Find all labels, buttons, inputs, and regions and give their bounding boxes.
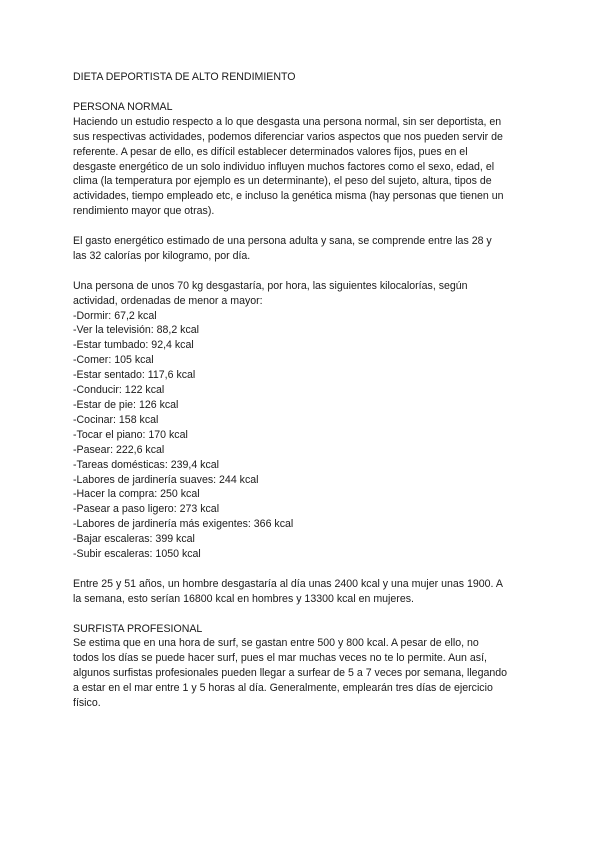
text-line: Entre 25 y 51 años, un hombre desgastaría al día unas 2400 kcal y una mujer unas 1900. A <box>73 577 503 590</box>
list-item: -Pasear a paso ligero: 273 kcal <box>73 503 220 516</box>
section-heading-persona-normal: PERSONA NORMAL <box>73 100 173 113</box>
list-item: -Tocar el piano: 170 kcal <box>73 428 188 441</box>
paragraph-daily-expenditure <box>73 577 529 607</box>
text-line: algunos surfistas profesionales pueden llegar a surfear de 5 a 7 veces por semana, llegando <box>73 667 508 680</box>
document-page <box>73 70 529 711</box>
text-line: la semana, esto serían 16800 kcal en hombres y 13300 kcal en mujeres. <box>73 592 414 605</box>
list-item: -Ver la televisión: 88,2 kcal <box>73 324 200 337</box>
section-heading-surfista-profesional: SURFISTA PROFESIONAL <box>73 622 203 635</box>
list-item: -Bajar escaleras: 399 kcal <box>73 533 195 546</box>
list-item: -Dormir: 67,2 kcal <box>73 309 157 322</box>
text-line: a estar en el mar entre 1 y 5 horas al día. Generalmente, emplearán tres días de ejercicio <box>73 682 493 695</box>
document-title: DIETA DEPORTISTA DE ALTO RENDIMIENTO <box>73 71 296 83</box>
list-item: -Cocinar: 158 kcal <box>73 413 159 426</box>
list-item: -Conducir: 122 kcal <box>73 384 165 397</box>
text-line: actividad, ordenadas de menor a mayor: <box>73 294 263 307</box>
activity-calorie-list <box>73 309 529 562</box>
text-line: desgaste energético de un solo individuo influyen muchos factores como el sexo, edad, el <box>73 160 495 173</box>
text-line: Una persona de unos 70 kg desgastaría, por hora, las siguientes kilocalorías, según <box>73 279 468 292</box>
paragraph-spacer <box>73 607 529 622</box>
paragraph-spacer <box>73 219 529 234</box>
section-surfista-profesional <box>73 622 529 711</box>
text-line: Se estima que en una hora de surf, se gastan entre 500 y 800 kcal. A pesar de ello, no <box>73 637 479 650</box>
text-line: las 32 calorías por kilogramo, por día. <box>73 249 251 262</box>
text-line: rendimiento mayor que otras). <box>73 205 215 218</box>
text-line: referente. A pesar de ello, es difícil establecer determinados valores fijos, pues en el <box>73 145 468 158</box>
list-item: -Estar sentado: 117,6 kcal <box>73 369 196 382</box>
list-item: -Pasear: 222,6 kcal <box>73 443 165 456</box>
text-line: sus respectivas actividades, podemos diferenciar varios aspectos que nos pueden servir de <box>73 130 503 143</box>
list-item: -Hacer la compra: 250 kcal <box>73 488 200 501</box>
list-item: -Estar de pie: 126 kcal <box>73 399 179 411</box>
text-line: físico. <box>73 697 101 710</box>
list-item: -Tareas domésticas: 239,4 kcal <box>73 458 220 471</box>
text-line: Haciendo un estudio respecto a lo que desgasta una persona normal, sin ser deportista, en <box>73 115 502 128</box>
paragraph-activities-intro <box>73 279 529 309</box>
list-item: -Labores de jardinería más exigentes: 366 kcal <box>73 518 294 531</box>
paragraph-spacer <box>73 562 529 577</box>
text-line: todos los días se puede hacer surf, pues el mar muchas veces no te lo permite. Aun así, <box>73 652 487 665</box>
text-line: clima (la temperatura por ejemplo es un determinante), el peso del sujeto, altura, tipos de <box>73 175 492 188</box>
list-item: -Subir escaleras: 1050 kcal <box>73 548 201 561</box>
paragraph-surf <box>73 636 529 711</box>
text-line: actividades, tiempo empleado etc, e incluso la genética misma (hay personas que tienen un <box>73 190 504 203</box>
paragraph-spacer <box>73 264 529 279</box>
list-item: -Comer: 105 kcal <box>73 354 154 367</box>
list-item: -Labores de jardinería suaves: 244 kcal <box>73 473 259 486</box>
text-line: El gasto energético estimado de una persona adulta y sana, se comprende entre las 28 y <box>73 235 492 248</box>
list-item: -Estar tumbado: 92,4 kcal <box>73 339 194 352</box>
paragraph-intro <box>73 115 529 219</box>
section-persona-normal <box>73 100 529 607</box>
paragraph-energy-estimate <box>73 234 529 264</box>
